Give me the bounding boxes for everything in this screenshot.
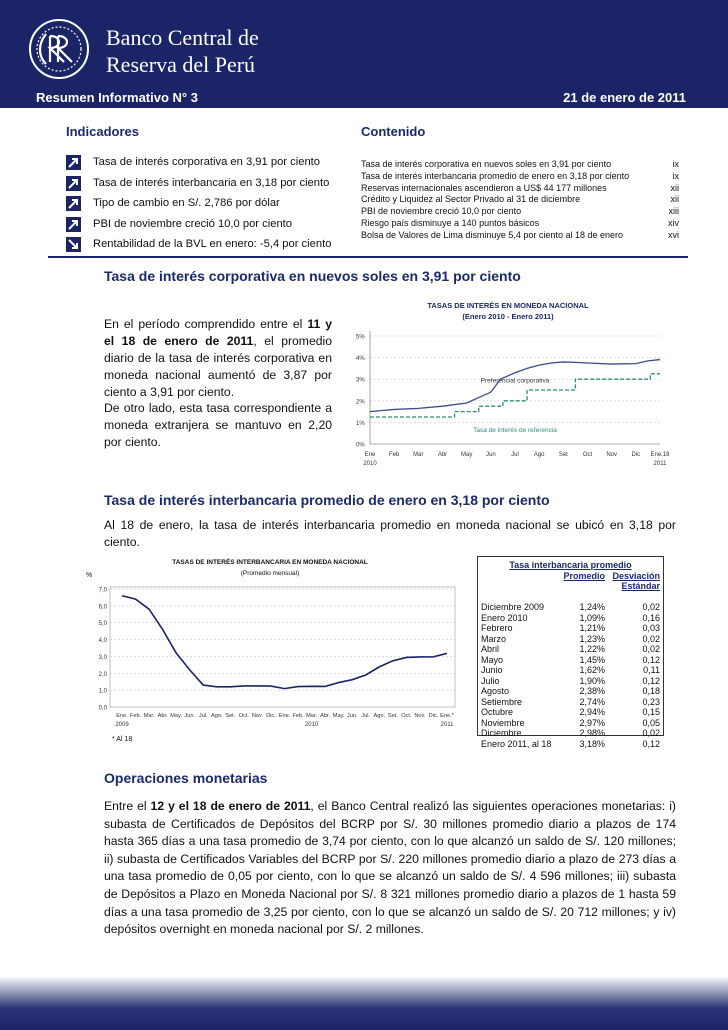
chart1-xtick: Feb (388, 452, 400, 458)
sec1-p1a: En el período comprendido entre el (104, 317, 308, 331)
chart2-xtick: Feb. (292, 713, 304, 719)
indicador-text: Tipo de cambio en S/. 2,786 por dólar (93, 197, 280, 209)
table-row (479, 623, 662, 634)
table-cell: 0,15 (642, 707, 660, 718)
contenido-item[interactable] (361, 183, 679, 195)
table-cell: Junio (481, 665, 503, 676)
indicador-text: Rentabilidad de la BVL en enero: -5,4 por ciento (93, 238, 332, 250)
table-cell: 0,03 (642, 623, 660, 634)
chart1-ytick: 2% (356, 399, 365, 406)
arrow-down-icon (66, 237, 81, 252)
contenido-item[interactable] (361, 159, 679, 171)
chart2-ylabel: % (86, 572, 93, 579)
table-row (479, 655, 662, 666)
table-cell: 1,22% (579, 644, 605, 655)
chart2-xtick: Set. (387, 713, 398, 719)
table-cell: 0,12 (642, 654, 660, 665)
chart1-series-label: Preferencial corporativa (480, 377, 550, 385)
table-cell: Abril (481, 644, 500, 655)
chart-tasas-moneda-nacional (340, 296, 675, 471)
table-cell: Enero 2010 (481, 612, 528, 623)
interbank-rate-table (479, 560, 662, 749)
chart2-title: TASAS DE INTERÉS INTERBANCARIA EN MONEDA NACIONAL (172, 559, 368, 566)
chart1-xtick: Abr (437, 452, 448, 458)
chart1-ytick: 1% (356, 420, 365, 427)
chart2-xtick: Jun. (346, 713, 358, 719)
indicador-text: Tasa de interés interbancaria en 3,18 por ciento (93, 176, 330, 189)
table-cell: Diciembre 2009 (481, 602, 545, 613)
chart1-xtick: Ene.18 (650, 452, 670, 458)
chart2-xtick: Oct. (238, 713, 250, 719)
chart1-series-label: Tasa de interés de referencia (473, 427, 557, 435)
indicador-text: Tasa de interés corporativa en 3,91 por ciento (93, 156, 320, 168)
table-row (479, 728, 662, 739)
chart1-xtick: Ene (364, 452, 376, 458)
table-cell: Enero 2011, al 18 (481, 738, 552, 749)
table-cell: Febrero (481, 623, 513, 634)
table-row (479, 686, 662, 697)
sec1-paragraph2: De otro lado, esta tasa correspondiente a moneda extranjera se mantuvo en 2,20 por ciento. (104, 401, 332, 449)
sec3-pb: 12 y el 18 de enero de 2011 (150, 799, 311, 813)
chart1-xtick: May (460, 452, 473, 458)
report-date: 21 de enero de 2011 (563, 90, 686, 105)
chart1-xtick: Dic (631, 452, 641, 458)
indicador-text: PBI de noviembre creció 10,0 por ciento (93, 217, 292, 230)
contenido-item[interactable] (361, 230, 679, 242)
indicador-item (66, 154, 346, 174)
chart2-xtick: Jul. (361, 713, 371, 719)
chart2-xtick: Ene.* (440, 713, 454, 719)
contenido-item-page: xiii (668, 206, 679, 217)
chart2-xtick: Dic. (266, 713, 276, 719)
table-cell: 0,18 (642, 686, 660, 697)
chart2-xtick: Mar. (306, 713, 318, 719)
sec1-paragraph1 (104, 316, 332, 401)
table-cell: Octubre (481, 707, 514, 718)
chart1-xtick: Oct (582, 452, 593, 458)
arrow-up-icon (66, 176, 81, 191)
table-cell: 0,23 (642, 696, 660, 707)
chart2-ytick: 2,0 (98, 671, 107, 678)
table-cell: 1,62% (579, 665, 605, 676)
contenido-item-page: xii (670, 194, 679, 205)
chart1-year: 2011 (653, 461, 667, 467)
table-cell: Agosto (481, 686, 510, 697)
table-cell: 0,02 (642, 633, 660, 644)
table-row (479, 634, 662, 645)
table-cell: 1,23% (579, 633, 605, 644)
chart1-xtick: Ago (533, 452, 545, 458)
table-row (479, 697, 662, 708)
chart2-xtick: Mar. (143, 713, 155, 719)
bank-name (106, 24, 259, 78)
section-divider (48, 256, 688, 258)
chart2-year: 2011 (440, 722, 454, 728)
chart-interbancaria (80, 555, 465, 745)
chart2-ytick: 0,0 (98, 705, 107, 712)
sec3-paragraph (104, 798, 676, 939)
table-cell: 1,90% (579, 675, 605, 686)
contenido-item-page: xvi (668, 229, 679, 240)
table-cell: Noviembre (481, 717, 525, 728)
indicador-item (66, 175, 346, 195)
chart2-xtick: Feb. (129, 713, 142, 719)
table-cell: 1,45% (579, 654, 605, 665)
contenido-item-page: xii (670, 182, 679, 193)
contenido-item-text: Crédito y Liquidez al Sector Privado al 31 de diciembre (361, 194, 581, 205)
table-cell: 1,21% (579, 623, 605, 634)
table-col1: Promedio (563, 570, 605, 581)
chart2-xtick: Abr. (320, 713, 331, 719)
table-row (479, 707, 662, 718)
chart1-title: TASAS DE INTERÉS EN MONEDA NACIONAL (427, 301, 589, 310)
footer-band (0, 976, 728, 1030)
chart1-ytick: 5% (356, 334, 365, 341)
chart2-series-interbancaria (122, 596, 447, 689)
table-cell: Diciembre (481, 728, 522, 739)
chart1-year: 2010 (363, 461, 377, 467)
contenido-item[interactable] (361, 194, 679, 206)
chart2-xtick: Ago. (373, 713, 386, 719)
chart2-ytick: 3,0 (98, 654, 107, 661)
table-cell: 2,38% (579, 686, 605, 697)
arrow-up-icon (66, 155, 81, 170)
table-cell: 0,02 (642, 728, 660, 739)
bcrp-logo (28, 18, 90, 80)
report-number: Resumen Informativo N° 3 (36, 90, 198, 105)
table-cell: 0,12 (642, 675, 660, 686)
chart2-ytick: 6,0 (98, 604, 107, 611)
chart1-ytick: 0% (356, 442, 365, 449)
contenido-item-text: Riesgo país disminuye a 140 puntos básicos (361, 218, 540, 228)
contenido-item-text: Tasa de interés interbancaria promedio de enero en 3,18 por ciento (361, 170, 630, 181)
arrow-up-icon (66, 196, 81, 211)
contenido-title: Contenido (361, 124, 426, 139)
table-row (479, 676, 662, 687)
table-cell: 0,12 (642, 738, 660, 749)
chart2-xtick: May. (332, 713, 345, 719)
indicadores-title: Indicadores (66, 124, 139, 139)
sec2-paragraph: Al 18 de enero, la tasa de interés interbancaria promedio en moneda nacional se ubicó en 3,18 por ciento. (104, 518, 676, 549)
contenido-item[interactable] (361, 206, 679, 218)
table-col2b: Estándar (621, 581, 660, 592)
chart2-year: 2010 (304, 722, 319, 728)
table-row (479, 613, 662, 624)
contenido-item-text: Tasa de interés corporativa en nuevos soles en 3,91 por ciento (361, 159, 612, 169)
chart2-xtick: May. (170, 713, 183, 719)
chart2-ytick: 1,0 (98, 688, 107, 695)
table-row (479, 644, 662, 655)
sec1-title: Tasa de interés corporativa en nuevos soles en 3,91 por ciento (104, 268, 521, 284)
table-cell: 0,02 (642, 644, 660, 655)
chart2-xtick: Jun. (184, 713, 195, 719)
table-title: Tasa interbancaria promedio (509, 560, 632, 571)
sec2-title: Tasa de interés interbancaria promedio de enero en 3,18 por ciento (104, 492, 550, 508)
bank-name-line1: Banco Central de (106, 25, 259, 50)
header-banner (0, 0, 728, 108)
chart2-xtick: Nov. (414, 713, 426, 719)
contenido-item-page: ix (672, 170, 679, 181)
sec1-p1b: 11 y el 18 de enero de 2011 (104, 317, 332, 348)
chart2-xtick: Nov. (251, 713, 263, 719)
chart2-ytick: 4,0 (98, 638, 107, 645)
table-cell: 0,11 (643, 665, 660, 676)
chart1-ytick: 4% (356, 356, 365, 363)
table-cell: Setiembre (481, 696, 523, 707)
table-cell: 3,18% (579, 738, 605, 749)
chart2-xtick: Dic. (428, 713, 439, 719)
chart1-xtick: Set (558, 452, 568, 458)
indicador-item (66, 195, 346, 215)
chart2-xtick: Ene. (116, 713, 128, 719)
table-col2a: Desviación (612, 570, 660, 581)
table-row (479, 602, 662, 613)
sec3-title: Operaciones monetarias (104, 770, 268, 786)
table-row (479, 718, 662, 729)
chart1-xtick: Jun (485, 452, 496, 458)
sec3-pc: , el Banco Central realizó las siguientes operaciones monetarias: i) subasta de Certificados de Depósitos del BCRP por S/. 30 millones promedio diario a plazos de 174 hasta 365 días a una tasa promedio de 3,74 por ciento, con lo que alcanzó un saldo de S/. 120 millones; ii) subasta de Certificados Variables del BCRP por S/. 220 millones promedio diario a plazo de 273 días a una tasa promedio de 0,05 por ciento, con lo que se alcanzó un saldo de S/. 4 596 millones; iii) subasta de Depósitos a Plazo en Moneda Nacional por S/. 8 321 millones promedio diario a plazos de 1 hasta 59 días a una tasa promedio de 3,25 por ciento, con lo que se alcanzó un saldo de S/. 20 712 millones; y iv) depósitos overnight en moneda nacional por S/. 2 millones. (104, 799, 676, 937)
indicador-item (66, 236, 346, 256)
contenido-item-text: Reservas internacionales ascendieron a US$ 44 177 millones (361, 182, 607, 193)
table-cell: 2,74% (579, 696, 605, 707)
indicador-item (66, 216, 346, 236)
chart2-xtick: Oct. (401, 713, 412, 719)
table-cell: 1,24% (579, 602, 605, 613)
contenido-item[interactable] (361, 218, 679, 230)
chart1-subtitle: (Enero 2010 - Enero 2011) (462, 312, 554, 321)
sec1-p1c: , el promedio diario de la tasa de interés corporativa en moneda nacional aumentó de 3,87 por ciento a 3,91 por ciento. (104, 334, 332, 399)
table-row (479, 739, 662, 750)
contenido-item-page: xiv (668, 218, 679, 228)
chart2-footnote: * Al 18 (112, 736, 133, 743)
table-cell: Marzo (481, 633, 507, 644)
table-cell: Mayo (481, 654, 504, 665)
table-cell: 0,05 (642, 717, 660, 728)
chart2-xtick: Jul. (198, 713, 208, 719)
contenido-item-page: ix (672, 159, 679, 169)
contenido-item-text: PBI de noviembre creció 10,0 por ciento (361, 206, 522, 217)
table-cell: 0,16 (642, 612, 660, 623)
table-cell: 2,98% (579, 728, 605, 739)
bank-name-line2: Reserva del Perú (106, 52, 256, 77)
chart2-subtitle: (Promedio mensual) (240, 570, 300, 577)
table-cell: 1,09% (579, 612, 605, 623)
chart2-xtick: Ene. (278, 713, 291, 719)
table-row (479, 665, 662, 676)
chart1-series-corporativa (370, 360, 660, 412)
chart2-xtick: Ago. (211, 713, 223, 719)
chart1-xtick: Nov (606, 452, 618, 458)
chart1-xtick: Mar (413, 452, 424, 458)
chart2-year: 2009 (115, 722, 129, 728)
table-cell: 2,94% (579, 707, 605, 718)
contenido-item[interactable] (361, 171, 679, 183)
chart2-xtick: Set. (225, 713, 236, 719)
info-bar (0, 86, 728, 108)
chart2-ytick: 7,0 (98, 587, 107, 594)
table-cell: 2,97% (579, 717, 605, 728)
arrow-up-icon (66, 217, 81, 232)
table-cell: Julio (481, 675, 500, 686)
chart1-xtick: Jul (511, 452, 519, 458)
chart2-xtick: Abr. (157, 713, 168, 719)
contenido-item-text: Bolsa de Valores de Lima disminuye 5,4 por ciento al 18 de enero (361, 229, 623, 240)
sec3-pa: Entre el (104, 799, 151, 813)
chart2-ytick: 5,0 (98, 621, 107, 628)
chart1-ytick: 3% (356, 377, 365, 384)
table-cell: 0,02 (642, 602, 660, 613)
